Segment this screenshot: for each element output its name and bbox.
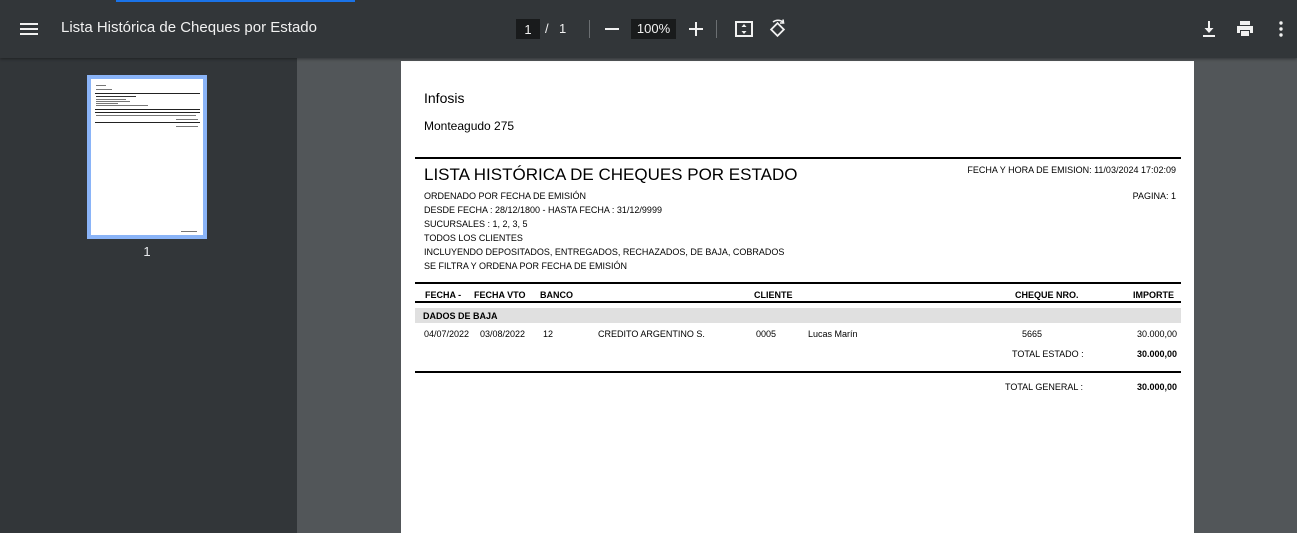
thumbnail-line: [96, 99, 126, 100]
pdf-page: [401, 61, 1194, 533]
print-icon: [1234, 18, 1256, 40]
col-fecha: FECHA -: [425, 290, 462, 300]
thumbnail-line: [95, 112, 200, 113]
group-header-band: [415, 308, 1181, 323]
total-rule: [415, 371, 1181, 373]
download-button[interactable]: [1198, 18, 1220, 40]
report-title: LISTA HISTÓRICA DE CHEQUES POR ESTADO: [424, 165, 798, 184]
more-options-button[interactable]: [1270, 18, 1292, 40]
page-label: PAGINA: 1: [1132, 191, 1176, 201]
zoom-out-button[interactable]: [601, 18, 623, 40]
plus-icon: [685, 18, 707, 40]
thumbnail-line: [96, 105, 148, 106]
page-separator: /: [545, 21, 549, 36]
total-general-value: 30.000,00: [1136, 382, 1177, 392]
rotate-icon: [766, 18, 788, 40]
table-header-bottom-rule: [415, 301, 1181, 303]
company-address: Monteagudo 275: [424, 119, 515, 133]
thumbnail-line: [96, 115, 196, 116]
row-fecha-vto: 03/08/2022: [480, 329, 526, 339]
thumbnail-line: [176, 119, 198, 120]
minus-icon: [601, 18, 623, 40]
zoom-in-button[interactable]: [685, 18, 707, 40]
print-button[interactable]: [1234, 18, 1256, 40]
thumbnail-line: [96, 101, 130, 102]
rotate-button[interactable]: [766, 18, 788, 40]
thumbnail-line: [176, 126, 198, 127]
row-cliente-code: 0005: [756, 329, 777, 339]
col-fecha-vto: FECHA VTO: [474, 290, 526, 300]
more-vertical-icon: [1270, 18, 1292, 40]
filter-line: SUCURSALES : 1, 2, 3, 5: [424, 219, 528, 229]
hamburger-menu-icon: [16, 17, 42, 41]
thumbnail-line: [95, 93, 200, 94]
filter-line: SE FILTRA Y ORDENA POR FECHA DE EMISIÓN: [424, 261, 628, 271]
page-number-input[interactable]: [516, 19, 540, 39]
table-header-top-rule: [415, 282, 1181, 284]
toolbar-divider: [716, 20, 717, 38]
row-banco-name: CREDITO ARGENTINO S.: [598, 329, 705, 339]
thumbnail-line: [95, 109, 200, 110]
fit-to-page-icon: [733, 18, 755, 40]
fit-to-page-button[interactable]: [733, 18, 755, 40]
col-banco: BANCO: [540, 290, 573, 300]
total-estado-value: 30.000,00: [1136, 349, 1177, 359]
row-importe: 30.000,00: [1136, 329, 1177, 339]
row-banco-code: 12: [543, 329, 554, 339]
filter-line: INCLUYENDO DEPOSITADOS, ENTREGADOS, RECHAZADOS, DE BAJA, COBRADOS: [424, 247, 785, 257]
thumbnail-line: [181, 231, 197, 232]
header-rule: [415, 157, 1181, 159]
filter-line: DESDE FECHA : 28/12/1800 - HASTA FECHA : 31/12/9999: [424, 205, 662, 215]
thumbnail-sidebar: [0, 58, 297, 533]
thumbnail-line: [95, 122, 200, 123]
company-name: Infosis: [424, 90, 465, 106]
thumbnail-page-number: 1: [143, 244, 151, 259]
thumbnail-line: [96, 85, 106, 86]
document-title: Lista Histórica de Cheques por Estado: [61, 19, 317, 36]
thumbnail-line: [96, 96, 136, 97]
menu-button[interactable]: [16, 17, 42, 41]
toolbar-divider: [589, 20, 590, 38]
row-cliente-name: Lucas Marín: [808, 329, 858, 339]
filter-line: TODOS LOS CLIENTES: [424, 233, 523, 243]
tab-indicator: [116, 0, 355, 2]
emission-datetime: FECHA Y HORA DE EMISION: 11/03/2024 17:02:09: [967, 165, 1176, 175]
download-icon: [1198, 18, 1220, 40]
col-importe: IMPORTE: [1132, 290, 1174, 300]
zoom-level-input[interactable]: 100%: [631, 19, 676, 39]
page-total: 1: [559, 21, 567, 36]
col-cliente: CLIENTE: [754, 290, 793, 300]
row-cheque-nro: 5665: [1022, 329, 1043, 339]
filter-line: ORDENADO POR FECHA DE EMISIÓN: [424, 191, 587, 201]
group-name: DADOS DE BAJA: [423, 311, 498, 321]
thumbnail-line: [96, 89, 112, 90]
row-fecha: 04/07/2022: [424, 329, 470, 339]
pdf-toolbar: [0, 0, 1297, 58]
thumbnail-line: [96, 103, 118, 104]
total-general-label: TOTAL GENERAL :: [1005, 382, 1084, 392]
col-cheque-nro: CHEQUE NRO.: [1015, 290, 1079, 300]
total-estado-label: TOTAL ESTADO :: [1012, 349, 1084, 359]
page-thumbnail[interactable]: [87, 75, 207, 239]
